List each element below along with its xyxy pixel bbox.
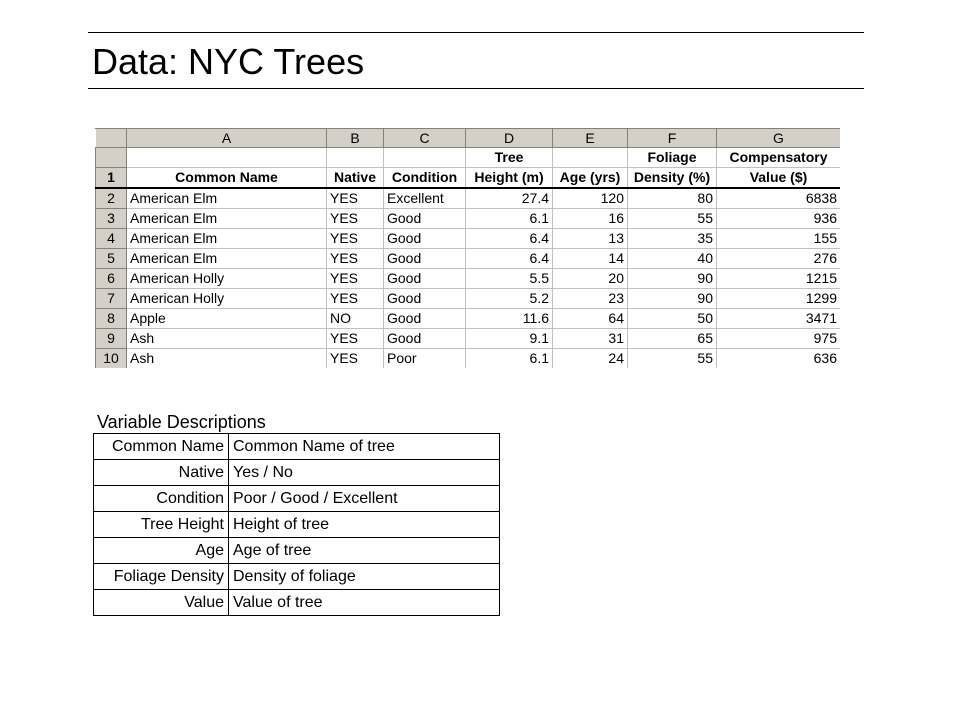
table-cell[interactable]: Good bbox=[384, 229, 466, 249]
table-cell[interactable]: 6.1 bbox=[466, 209, 553, 229]
title-rule-bottom bbox=[88, 88, 864, 89]
table-cell[interactable]: Good bbox=[384, 329, 466, 349]
variable-description: Age of tree bbox=[229, 538, 500, 564]
column-header-row bbox=[96, 129, 841, 148]
table-cell[interactable]: 3471 bbox=[717, 309, 841, 329]
table-cell[interactable]: Good bbox=[384, 309, 466, 329]
header-cell[interactable]: Common Name bbox=[127, 168, 327, 189]
table-cell[interactable]: Good bbox=[384, 269, 466, 289]
row-header[interactable]: 2 bbox=[96, 188, 127, 209]
table-cell[interactable]: YES bbox=[327, 209, 384, 229]
variable-name: Age bbox=[94, 538, 229, 564]
table-row bbox=[96, 249, 841, 269]
variable-name: Condition bbox=[94, 486, 229, 512]
table-cell[interactable]: YES bbox=[327, 269, 384, 289]
column-header-e[interactable]: E bbox=[553, 129, 628, 148]
column-header-c[interactable]: C bbox=[384, 129, 466, 148]
table-cell[interactable]: American Elm bbox=[127, 209, 327, 229]
header-cell[interactable]: Tree bbox=[466, 148, 553, 168]
table-cell[interactable]: 975 bbox=[717, 329, 841, 349]
variable-name: Common Name bbox=[94, 434, 229, 460]
header-cell[interactable]: Compensatory bbox=[717, 148, 841, 168]
table-row bbox=[96, 269, 841, 289]
table-cell[interactable]: 24 bbox=[553, 349, 628, 369]
table-cell[interactable]: 14 bbox=[553, 249, 628, 269]
table-row bbox=[96, 188, 841, 209]
variable-descriptions-title: Variable Descriptions bbox=[97, 412, 266, 432]
table-row bbox=[96, 329, 841, 349]
variable-name: Native bbox=[94, 460, 229, 486]
description-row bbox=[94, 512, 500, 538]
table-cell[interactable]: 20 bbox=[553, 269, 628, 289]
spreadsheet-grid bbox=[95, 128, 840, 368]
table-cell[interactable]: 65 bbox=[628, 329, 717, 349]
header-row-line2 bbox=[96, 168, 841, 189]
title-rule-top bbox=[88, 32, 864, 33]
header-cell[interactable] bbox=[553, 148, 628, 168]
table-cell[interactable]: 276 bbox=[717, 249, 841, 269]
column-header-g[interactable]: G bbox=[717, 129, 841, 148]
header-cell[interactable]: Density (%) bbox=[628, 168, 717, 189]
table-cell[interactable]: YES bbox=[327, 188, 384, 209]
variable-description: Common Name of tree bbox=[229, 434, 500, 460]
variable-name: Value bbox=[94, 590, 229, 616]
header-cell[interactable] bbox=[327, 148, 384, 168]
table-cell[interactable]: YES bbox=[327, 349, 384, 369]
spreadsheet bbox=[95, 128, 840, 368]
variable-description: Poor / Good / Excellent bbox=[229, 486, 500, 512]
table-cell[interactable]: 1299 bbox=[717, 289, 841, 309]
variable-description: Value of tree bbox=[229, 590, 500, 616]
table-cell[interactable]: YES bbox=[327, 229, 384, 249]
table-cell[interactable]: 27.4 bbox=[466, 188, 553, 209]
description-row bbox=[94, 434, 500, 460]
table-cell[interactable]: 13 bbox=[553, 229, 628, 249]
table-cell[interactable]: 80 bbox=[628, 188, 717, 209]
table-cell[interactable]: Good bbox=[384, 249, 466, 269]
table-cell[interactable]: 936 bbox=[717, 209, 841, 229]
row-header[interactable]: 3 bbox=[96, 209, 127, 229]
table-cell[interactable]: American Holly bbox=[127, 289, 327, 309]
table-cell[interactable]: American Elm bbox=[127, 188, 327, 209]
column-header-f[interactable]: F bbox=[628, 129, 717, 148]
table-cell[interactable]: Good bbox=[384, 289, 466, 309]
table-cell[interactable]: 31 bbox=[553, 329, 628, 349]
description-row bbox=[94, 460, 500, 486]
table-cell[interactable]: Excellent bbox=[384, 188, 466, 209]
row-header[interactable]: 8 bbox=[96, 309, 127, 329]
table-cell[interactable]: 23 bbox=[553, 289, 628, 309]
column-header-a[interactable]: A bbox=[127, 129, 327, 148]
variable-description: Yes / No bbox=[229, 460, 500, 486]
table-cell[interactable]: 11.6 bbox=[466, 309, 553, 329]
table-cell[interactable]: 35 bbox=[628, 229, 717, 249]
table-cell[interactable]: 16 bbox=[553, 209, 628, 229]
header-cell[interactable]: Height (m) bbox=[466, 168, 553, 189]
table-cell[interactable]: American Elm bbox=[127, 249, 327, 269]
table-cell[interactable]: 9.1 bbox=[466, 329, 553, 349]
row-header[interactable]: 7 bbox=[96, 289, 127, 309]
table-cell[interactable]: 50 bbox=[628, 309, 717, 329]
table-cell[interactable]: 90 bbox=[628, 289, 717, 309]
row-header[interactable]: 6 bbox=[96, 269, 127, 289]
table-cell[interactable]: 6838 bbox=[717, 188, 841, 209]
description-row bbox=[94, 486, 500, 512]
row-header-1[interactable]: 1 bbox=[96, 168, 127, 189]
table-cell[interactable]: 55 bbox=[628, 349, 717, 369]
variable-descriptions-table bbox=[93, 433, 500, 616]
variable-name: Tree Height bbox=[94, 512, 229, 538]
table-cell[interactable]: Apple bbox=[127, 309, 327, 329]
table-row bbox=[96, 229, 841, 249]
row-header[interactable]: 5 bbox=[96, 249, 127, 269]
table-cell[interactable]: YES bbox=[327, 289, 384, 309]
table-cell[interactable]: Good bbox=[384, 209, 466, 229]
header-cell[interactable] bbox=[384, 148, 466, 168]
header-cell[interactable]: Foliage bbox=[628, 148, 717, 168]
table-cell[interactable]: YES bbox=[327, 329, 384, 349]
description-row bbox=[94, 564, 500, 590]
column-header-b[interactable]: B bbox=[327, 129, 384, 148]
table-cell[interactable]: American Holly bbox=[127, 269, 327, 289]
table-row bbox=[96, 209, 841, 229]
table-cell[interactable]: 6.4 bbox=[466, 249, 553, 269]
row-header-1-top[interactable] bbox=[96, 148, 127, 168]
table-cell[interactable]: 90 bbox=[628, 269, 717, 289]
table-cell[interactable]: 120 bbox=[553, 188, 628, 209]
slide-title: Data: NYC Trees bbox=[92, 41, 365, 82]
table-cell[interactable]: NO bbox=[327, 309, 384, 329]
table-cell[interactable]: 1215 bbox=[717, 269, 841, 289]
table-cell[interactable]: Ash bbox=[127, 329, 327, 349]
table-row bbox=[96, 289, 841, 309]
table-cell[interactable]: Ash bbox=[127, 349, 327, 369]
header-row-line1 bbox=[96, 148, 841, 168]
header-cell[interactable]: Age (yrs) bbox=[553, 168, 628, 189]
row-header[interactable]: 10 bbox=[96, 349, 127, 369]
table-cell[interactable]: 64 bbox=[553, 309, 628, 329]
header-cell[interactable]: Value ($) bbox=[717, 168, 841, 189]
table-cell[interactable]: 6.4 bbox=[466, 229, 553, 249]
table-row bbox=[96, 349, 841, 369]
column-header-d[interactable]: D bbox=[466, 129, 553, 148]
description-row bbox=[94, 538, 500, 564]
variable-name: Foliage Density bbox=[94, 564, 229, 590]
table-cell[interactable]: 636 bbox=[717, 349, 841, 369]
row-header[interactable]: 4 bbox=[96, 229, 127, 249]
table-cell[interactable]: 6.1 bbox=[466, 349, 553, 369]
table-row bbox=[96, 309, 841, 329]
table-cell[interactable]: Poor bbox=[384, 349, 466, 369]
select-all-corner[interactable] bbox=[96, 129, 127, 148]
header-cell[interactable]: Condition bbox=[384, 168, 466, 189]
table-cell[interactable]: 55 bbox=[628, 209, 717, 229]
header-cell[interactable]: Native bbox=[327, 168, 384, 189]
description-row bbox=[94, 590, 500, 616]
variable-description: Height of tree bbox=[229, 512, 500, 538]
table-cell[interactable]: 5.2 bbox=[466, 289, 553, 309]
table-cell[interactable]: 5.5 bbox=[466, 269, 553, 289]
variable-description: Density of foliage bbox=[229, 564, 500, 590]
table-cell[interactable]: YES bbox=[327, 249, 384, 269]
table-cell[interactable]: 155 bbox=[717, 229, 841, 249]
table-cell[interactable]: American Elm bbox=[127, 229, 327, 249]
row-header[interactable]: 9 bbox=[96, 329, 127, 349]
header-cell[interactable] bbox=[127, 148, 327, 168]
table-cell[interactable]: 40 bbox=[628, 249, 717, 269]
